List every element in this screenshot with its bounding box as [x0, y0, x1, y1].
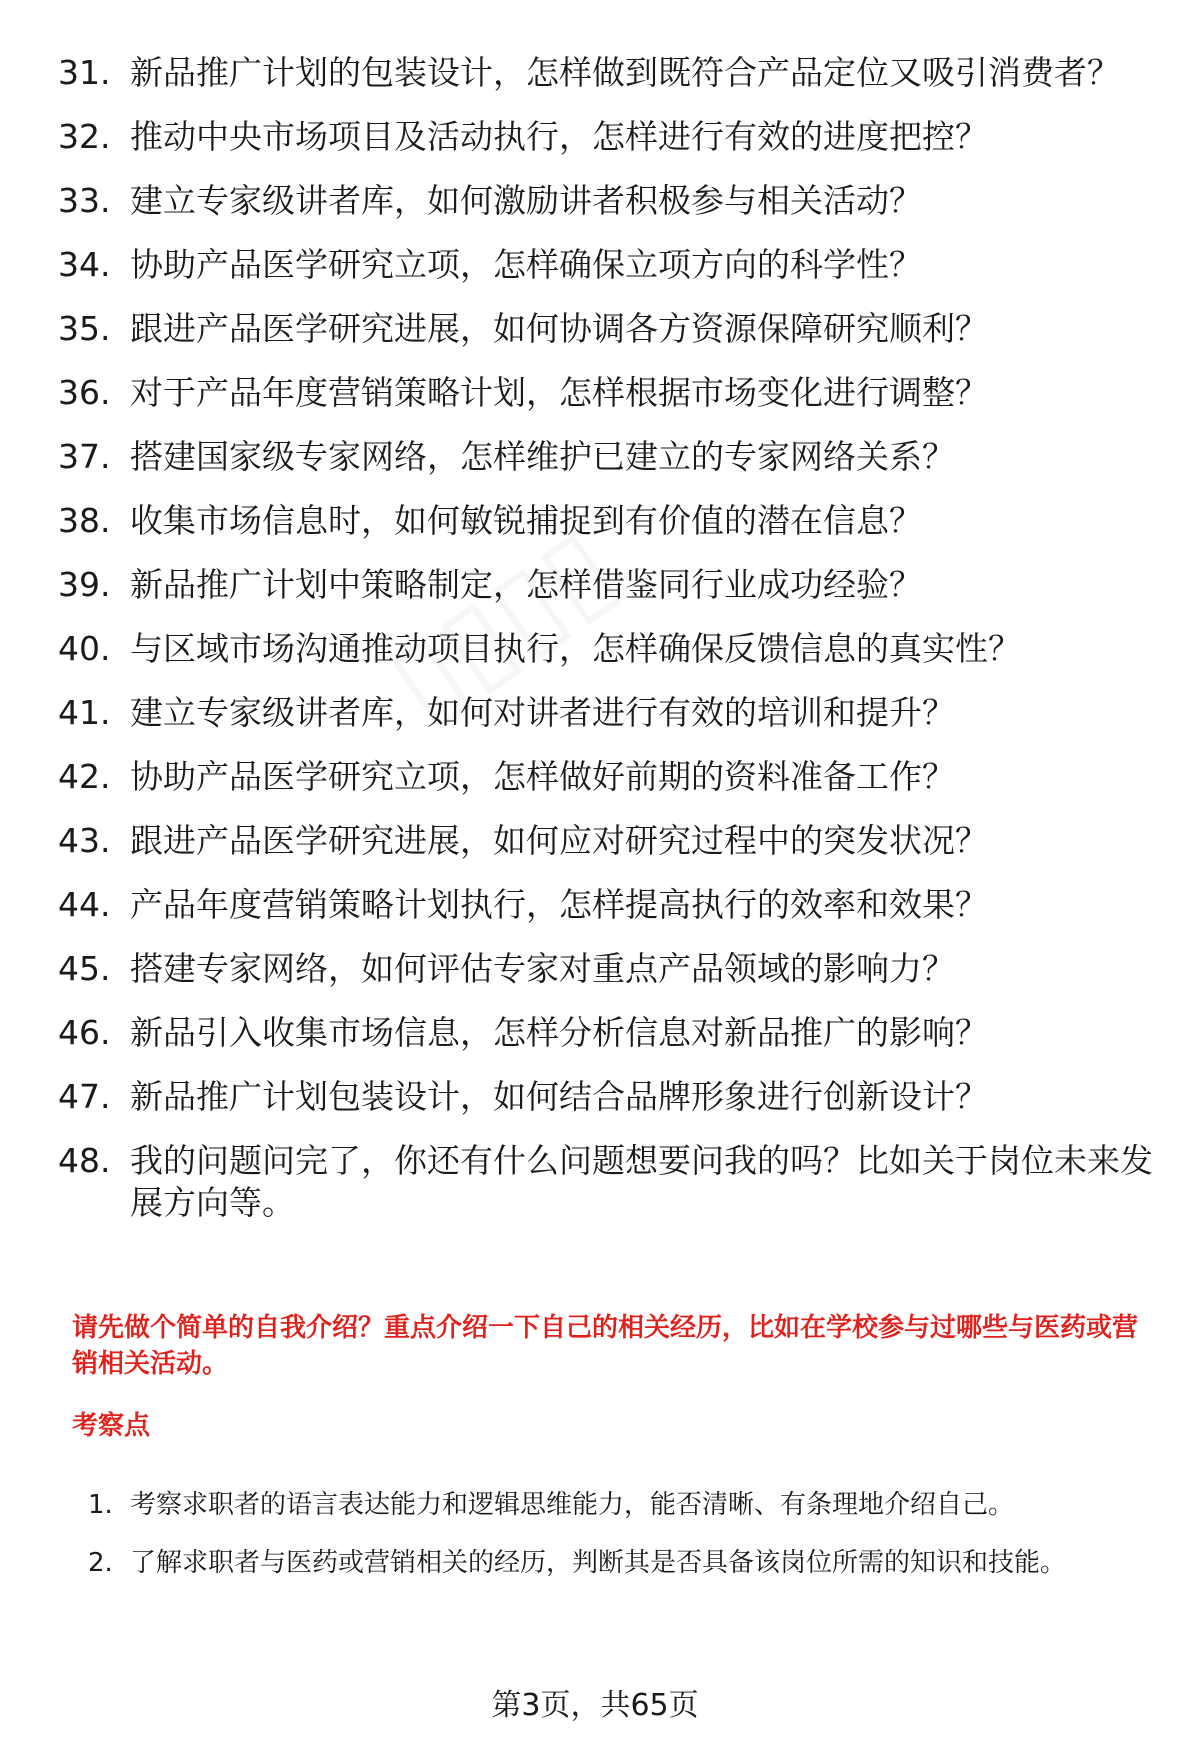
question-text: 与区域市场沟通推动项目执行，怎样确保反馈信息的真实性？ — [130, 629, 1021, 668]
question-number: 47. — [58, 1077, 111, 1116]
question-number: 36. — [58, 373, 111, 412]
assessment-points-list — [88, 1476, 1163, 1592]
question-text: 产品年度营销策略计划执行，怎样提高执行的效率和效果？ — [130, 885, 988, 924]
question-number: 42. — [58, 757, 111, 796]
question-text: 我的问题问完了，你还有什么问题想要问我的吗？比如关于岗位未来发展方向等。 — [130, 1141, 1153, 1222]
question-text: 建立专家级讲者库，如何对讲者进行有效的培训和提升？ — [130, 693, 955, 732]
question-text: 新品推广计划包装设计，如何结合品牌形象进行创新设计？ — [130, 1077, 988, 1116]
question-number: 31. — [58, 53, 111, 92]
question-text: 对于产品年度营销策略计划，怎样根据市场变化进行调整？ — [130, 373, 988, 412]
question-text: 推动中央市场项目及活动执行，怎样进行有效的进度把控？ — [130, 117, 988, 156]
question-text: 新品引入收集市场信息，怎样分析信息对新品推广的影响？ — [130, 1013, 988, 1052]
question-item-33 — [58, 180, 1158, 222]
page-number-footer: 第3页，共65页 — [491, 1688, 699, 1723]
section-heading: 考察点 — [72, 1411, 151, 1441]
question-item-44 — [58, 884, 1158, 926]
question-text: 新品推广计划中策略制定，怎样借鉴同行业成功经验？ — [130, 565, 922, 604]
question-number: 38. — [58, 501, 111, 540]
question-item-42 — [58, 756, 1158, 798]
question-number: 35. — [58, 309, 111, 348]
question-text: 建立专家级讲者库，如何激励讲者积极参与相关活动？ — [130, 181, 922, 220]
question-item-40 — [58, 628, 1158, 670]
question-number: 39. — [58, 565, 111, 604]
question-list — [58, 52, 1158, 1246]
question-item-43 — [58, 820, 1158, 862]
assessment-point — [88, 1534, 1163, 1592]
highlighted-interview-question: 请先做个简单的自我介绍？重点介绍一下自己的相关经历，比如在学校参与过哪些与医药或营销相关活动。 — [72, 1313, 1139, 1379]
question-item-35 — [58, 308, 1158, 350]
question-item-45 — [58, 948, 1158, 990]
question-text: 收集市场信息时，如何敏锐捕捉到有价值的潜在信息？ — [130, 501, 922, 540]
question-item-38 — [58, 500, 1158, 542]
question-number: 48. — [58, 1141, 111, 1180]
question-item-46 — [58, 1012, 1158, 1054]
question-number: 34. — [58, 245, 111, 284]
point-text: 了解求职者与医药或营销相关的经历，判断其是否具备该岗位所需的知识和技能。 — [130, 1548, 1067, 1578]
question-text: 协助产品医学研究立项，怎样做好前期的资料准备工作？ — [130, 757, 955, 796]
question-item-47 — [58, 1076, 1158, 1118]
question-number: 45. — [58, 949, 111, 988]
point-text: 考察求职者的语言表达能力和逻辑思维能力，能否清晰、有条理地介绍自己。 — [130, 1490, 1015, 1520]
question-item-41 — [58, 692, 1158, 734]
question-number: 32. — [58, 117, 111, 156]
point-number: 1. — [88, 1490, 113, 1520]
question-number: 44. — [58, 885, 111, 924]
question-item-37 — [58, 436, 1158, 478]
question-item-32 — [58, 116, 1158, 158]
question-item-31 — [58, 52, 1158, 94]
question-item-34 — [58, 244, 1158, 286]
question-item-36 — [58, 372, 1158, 414]
question-text: 跟进产品医学研究进展，如何协调各方资源保障研究顺利？ — [130, 309, 988, 348]
question-text: 新品推广计划的包装设计，怎样做到既符合产品定位又吸引消费者？ — [130, 53, 1120, 92]
assessment-point — [88, 1476, 1163, 1534]
question-text: 跟进产品医学研究进展，如何应对研究过程中的突发状况？ — [130, 821, 988, 860]
question-text: 搭建专家网络，如何评估专家对重点产品领域的影响力？ — [130, 949, 955, 988]
question-text: 搭建国家级专家网络，怎样维护已建立的专家网络关系？ — [130, 437, 955, 476]
question-number: 46. — [58, 1013, 111, 1052]
question-item-48 — [58, 1140, 1158, 1224]
point-number: 2. — [88, 1548, 113, 1578]
question-item-39 — [58, 564, 1158, 606]
question-text: 协助产品医学研究立项，怎样确保立项方向的科学性？ — [130, 245, 922, 284]
question-number: 40. — [58, 629, 111, 668]
question-number: 41. — [58, 693, 111, 732]
question-number: 37. — [58, 437, 111, 476]
question-number: 33. — [58, 181, 111, 220]
question-number: 43. — [58, 821, 111, 860]
